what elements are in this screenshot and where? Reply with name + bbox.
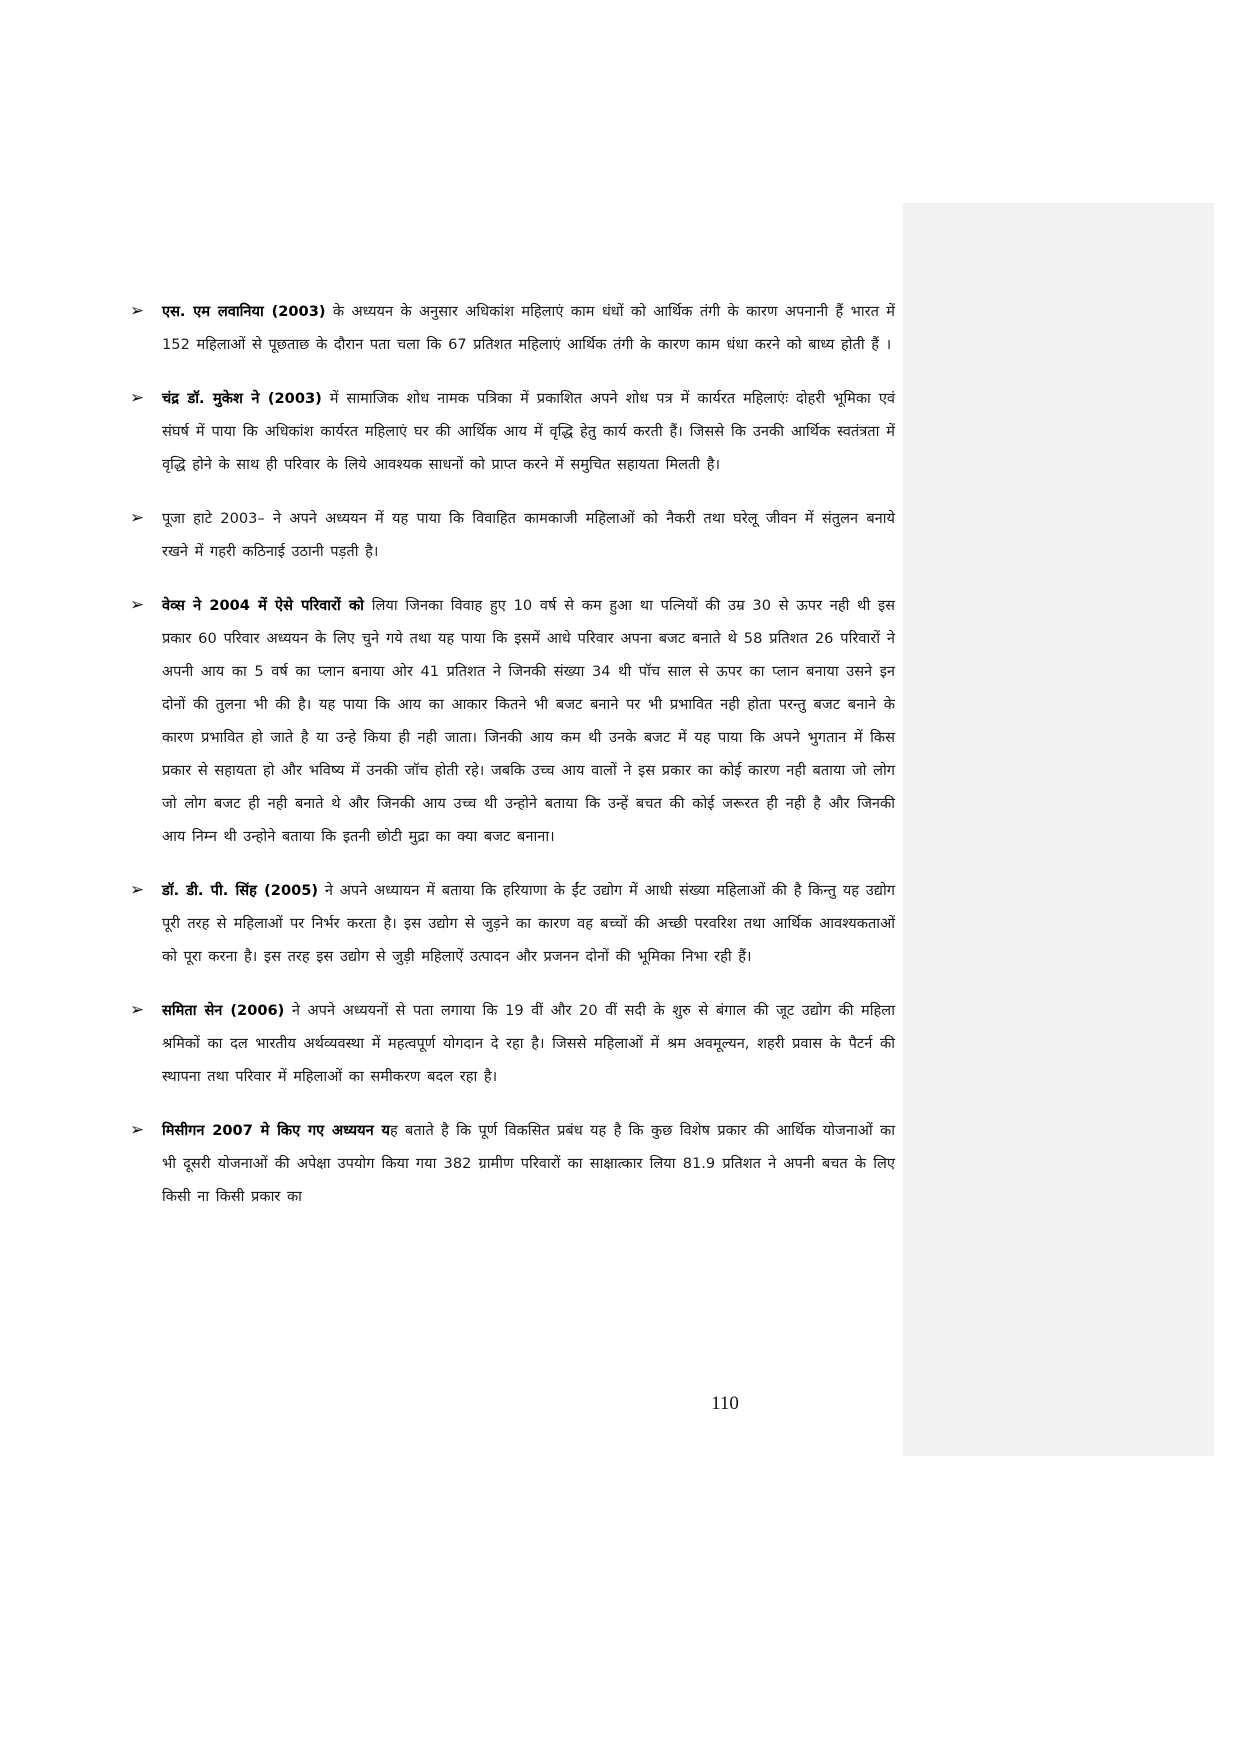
item-text: ह बताते है कि पूर्ण विकसित प्रबंध यह है कि कुछ विशेष प्रकार की आर्थिक योजनाओं का भी दूसरी योजनाओं की अपेक्षा उपयोग किया गया 382 ग्रामीण परिवारों का साक्षात्कार लिया 81.9 प्रतिशत ने अपनी बचत के लिए किसी ना किसी प्रकार का [162, 1122, 895, 1205]
literature-item [130, 589, 895, 853]
arrow-bullet-icon: ➢ [130, 880, 145, 900]
item-lead: डॉ. डी. पी. सिंह (2005) [162, 882, 319, 899]
arrow-bullet-icon: ➢ [130, 1000, 145, 1020]
item-lead: चंद्र डॉ. मुकेश ने (2003) [162, 390, 322, 407]
arrow-bullet-icon: ➢ [130, 508, 145, 528]
item-text: पूजा हाटे 2003– ने अपने अध्ययन में यह पाया कि विवाहित कामकाजी महिलाओं को नैकरी तथा घरेलू जीवन में संतुलन बनाये रखने में गहरी कठिनाई उठानी पड़ती है। [162, 510, 895, 560]
literature-item [130, 502, 895, 568]
literature-item [130, 1114, 895, 1213]
document-body [130, 295, 895, 1234]
item-text: के अध्ययन के अनुसार अधिकांश महिलाएं काम धंधों को आर्थिक तंगी के कारण अपनानी हैं भारत में 152 महिलाओं से पूछताछ के दौरान पता चला कि 67 प्रतिशत महिलाएं आर्थिक तंगी के कारण काम धंधा करने को बाध्य होती हैं । [162, 303, 895, 353]
arrow-bullet-icon: ➢ [130, 1120, 145, 1140]
literature-item [130, 874, 895, 973]
item-lead: एस. एम लवानिया (2003) [162, 303, 326, 320]
arrow-bullet-icon: ➢ [130, 595, 145, 615]
page-number: 110 [711, 1393, 739, 1414]
item-text: लिया जिनका विवाह हुए 10 वर्ष से कम हुआ था पत्नियों की उम्र 30 से ऊपर नही थी इस प्रकार 60 परिवार अध्ययन के लिए चुने गये तथा यह पाया कि इसमें आधे परिवार अपना बजट बनाते थे 58 प्रतिशत 26 परिवारों ने अपनी आय का 5 वर्ष का प्लान बनाया ओर 41 प्रतिशत ने जिनकी संख्या 34 थी पॉच साल से ऊपर का प्लान बनाया उसने इन दोनों की तुलना भी की है। यह पाया कि आय का आकार कितने भी बजट बनाने पर भी प्रभावित नही होता परन्तु बजट बनाने के कारण प्रभावित हो जाते है या उन्हे किया ही नही जाता। जिनकी आय कम थी उनके बजट में यह पाया कि अपने भुगतान में किस प्रकार से सहायता हो और भविष्य में उनकी जॉच होती रहे। जबकि उच्च आय वालों ने इस प्रकार का कोई कारण नही बताया जो लोग जो लोग बजट ही नही बनाते थे और जिनकी आय उच्च थी उन्होने बताया कि उन्हें बचत की कोई जरूरत ही नही है और जिनकी आय निम्न थी उन्होने बताया कि इतनी छोटी मुद्रा का क्या बजट बनाना। [162, 597, 895, 845]
literature-item [130, 295, 895, 361]
literature-item [130, 382, 895, 481]
item-text: ने अपने अध्यायन में बताया कि हरियाणा के ईंट उद्योग में आधी संख्या महिलाओं की है किन्तु यह उद्योग पूरी तरह से महिलाओं पर निर्भर करता है। इस उद्योग से जुड़ने का कारण वह बच्चों की अच्छी परवरिश तथा आर्थिक आवश्यकताओं को पूरा करना है। इस तरह इस उद्योग से जुड़ी महिलाऐं उत्पादन और प्रजनन दोनों की भूमिका निभा रही हैं। [162, 882, 895, 965]
item-lead: समिता सेन (2006) [162, 1002, 285, 1019]
arrow-bullet-icon: ➢ [130, 301, 145, 321]
comment-margin-pane [903, 203, 1214, 1456]
item-lead: मिसीगन 2007 मे किए गए अध्ययन य [162, 1122, 390, 1139]
item-text: में सामाजिक शोध नामक पत्रिका में प्रकाशित अपने शोध पत्र में कार्यरत महिलाएंः दोहरी भूमिका एवं संघर्ष में पाया कि अधिकांश कार्यरत महिलाएं घर की आर्थिक आय में वृद्धि हेतु कार्य करती हैं। जिससे कि उनकी आर्थिक स्वतंत्रता में वृद्धि होने के साथ ही परिवार के लिये आवश्यक साधनों को प्राप्त करने में समुचित सहायता मिलती है। [162, 390, 895, 473]
item-lead: वेव्स ने 2004 में ऐसे परिवारों को [162, 597, 364, 614]
literature-item [130, 994, 895, 1093]
arrow-bullet-icon: ➢ [130, 388, 145, 408]
item-text: ने अपने अध्ययनों से पता लगाया कि 19 वीं और 20 वीं सदी के शुरु से बंगाल की जूट उद्योग की महिला श्रमिकों का दल भारतीय अर्थव्यवस्था में महत्वपूर्ण योगदान दे रहा है। जिससे महिलाओं में श्रम अवमूल्यन, शहरी प्रवास के पैटर्न की स्थापना तथा परिवार में महिलाओं का समीकरण बदल रहा है। [162, 1002, 895, 1085]
